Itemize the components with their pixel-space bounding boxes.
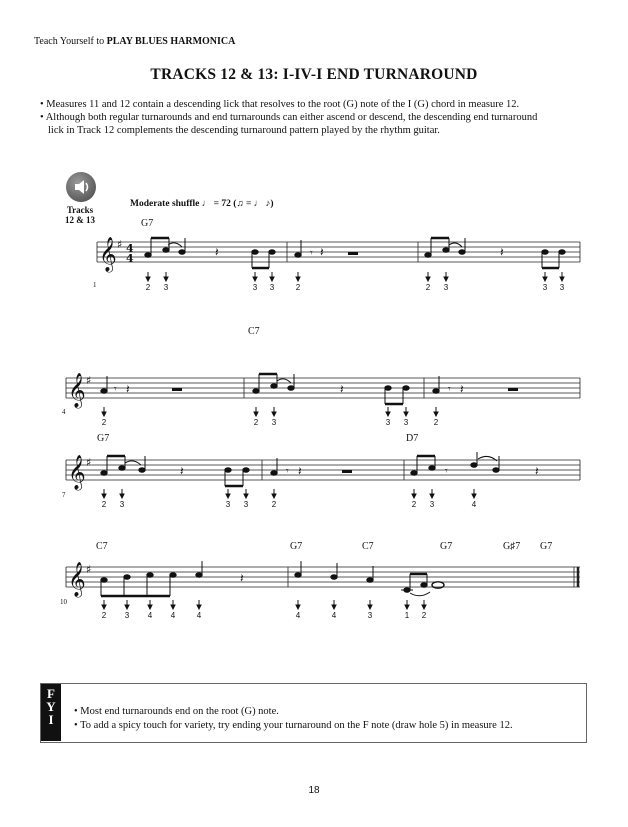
- fyi-letter: I: [48, 712, 54, 727]
- chord-s4-2: G7: [290, 541, 303, 552]
- chord-s2-1: C7: [248, 326, 260, 337]
- hole-number: 3: [403, 418, 409, 427]
- hole-number: 2: [101, 500, 107, 509]
- hole-number: 3: [385, 418, 391, 427]
- svg-text:𝄽: 𝄽: [298, 464, 302, 478]
- hole-number: 2: [421, 611, 427, 620]
- notes-system-3: [101, 452, 539, 486]
- fyi-tab: [41, 684, 61, 741]
- fyi-letter: F: [47, 686, 55, 701]
- page-title: TRACKS 12 & 13: I-IV-I END TURNAROUND: [150, 66, 478, 83]
- hole-number: 3: [119, 500, 125, 509]
- hole-number: 4: [471, 500, 477, 509]
- chord-s4-3: C7: [362, 541, 374, 552]
- chord-s4-4: G7: [440, 541, 453, 552]
- hole-number: 3: [443, 283, 449, 292]
- svg-text:𝄽: 𝄽: [240, 571, 244, 585]
- fyi-letter: Y: [46, 699, 56, 714]
- notes-system-2: [101, 374, 518, 404]
- running-head-title: PLAY BLUES HARMONICA: [106, 36, 236, 47]
- chord-s3-1: G7: [97, 433, 110, 444]
- svg-text:𝄽: 𝄽: [126, 382, 130, 396]
- svg-text:𝄽: 𝄽: [340, 382, 344, 396]
- chord-s4-6: G7: [540, 541, 553, 552]
- hole-number: 4: [331, 611, 337, 620]
- svg-text:𝄽: 𝄽: [320, 245, 324, 259]
- hole-number: 3: [271, 418, 277, 427]
- hole-number: 2: [295, 283, 301, 292]
- running-head-prefix: Teach Yourself to: [34, 36, 107, 47]
- tracks-label-line2: 12 & 13: [65, 215, 95, 225]
- measure-number-4: 4: [62, 408, 66, 416]
- svg-text:𝄾: 𝄾: [286, 466, 289, 477]
- key-sharp-2: ♯: [86, 374, 92, 387]
- bullet-1: • Measures 11 and 12 contain a descending lick that resolves to the root (G) note of the I (G) chord in measure 12.: [40, 99, 520, 110]
- svg-text:𝄾: 𝄾: [310, 248, 313, 259]
- svg-text:𝄾: 𝄾: [114, 384, 117, 395]
- hole-number: 3: [542, 283, 548, 292]
- svg-text:𝄾: 𝄾: [445, 466, 448, 477]
- tracks-label-line1: Tracks: [66, 205, 94, 215]
- key-sharp-4: ♯: [86, 563, 92, 576]
- hole-numbers: [102, 283, 565, 620]
- hole-number: 3: [243, 500, 249, 509]
- harmonica-tab: [102, 272, 564, 609]
- notes-system-4: [101, 561, 444, 596]
- fyi-line-2: • To add a spicy touch for variety, try ending your turnaround on the F note (draw hole 5) in measure 12.: [74, 720, 513, 731]
- hole-number: 3: [559, 283, 565, 292]
- tempo-marking: Moderate shuffle ♩ = 72 (♫ = ♩ ♪): [130, 199, 274, 209]
- key-sharp-3: ♯: [86, 456, 92, 469]
- hole-number: 2: [433, 418, 439, 427]
- notes-system-1: [145, 238, 565, 268]
- hole-number: 2: [271, 500, 277, 509]
- chord-s3-2: D7: [406, 433, 419, 444]
- chord-s1-1: G7: [141, 218, 154, 229]
- hole-number: 4: [295, 611, 301, 620]
- hole-number: 2: [101, 611, 107, 620]
- hole-number: 3: [252, 283, 258, 292]
- time-sig-top: 4: [126, 242, 134, 255]
- measure-number-7: 7: [62, 491, 66, 499]
- measure-numbers: [60, 281, 97, 606]
- hole-number: 3: [163, 283, 169, 292]
- fyi-line-1: • Most end turnarounds end on the root (G) note.: [74, 706, 279, 717]
- fyi-text: [74, 705, 513, 733]
- hole-number: 3: [429, 500, 435, 509]
- svg-text:𝄾: 𝄾: [448, 384, 451, 395]
- staff-2: [66, 378, 580, 398]
- svg-text:𝄽: 𝄽: [460, 382, 464, 396]
- hole-number: 3: [367, 611, 373, 620]
- hole-number: 2: [253, 418, 259, 427]
- bullet-2: • Although both regular turnarounds and end turnarounds can either ascend or descend, the descending end turnaround: [40, 112, 538, 123]
- hole-number: 2: [101, 418, 107, 427]
- page-number: 18: [308, 785, 320, 796]
- hole-number: 1: [404, 611, 410, 620]
- svg-text:𝄽: 𝄽: [535, 464, 539, 478]
- staff-4: [66, 567, 580, 587]
- hole-number: 2: [411, 500, 417, 509]
- treble-clef-4: 𝄞: [68, 562, 86, 597]
- treble-clef-1: 𝄞: [99, 237, 117, 272]
- chord-s4-1: C7: [96, 541, 108, 552]
- hole-number: 3: [225, 500, 231, 509]
- hole-number: 4: [196, 611, 202, 620]
- hole-number: 4: [147, 611, 153, 620]
- bullet-2-cont: lick in Track 12 complements the descending turnaround pattern played by the rhythm guitar.: [48, 125, 440, 136]
- hole-number: 4: [170, 611, 176, 620]
- svg-text:𝄽: 𝄽: [215, 245, 219, 259]
- hole-number: 2: [145, 283, 151, 292]
- svg-text:𝄽: 𝄽: [180, 464, 184, 478]
- time-sig-bottom: 4: [126, 252, 134, 265]
- hole-number: 3: [124, 611, 130, 620]
- key-sharp-1: ♯: [117, 238, 123, 251]
- chord-symbols: [96, 218, 552, 552]
- svg-text:𝄽: 𝄽: [500, 245, 504, 259]
- hole-number: 3: [269, 283, 275, 292]
- hole-number: 2: [425, 283, 431, 292]
- measure-number-10: 10: [60, 598, 67, 606]
- treble-clef-2: 𝄞: [68, 373, 86, 408]
- chord-s4-5: G♯7: [503, 541, 521, 552]
- measure-number-1: 1: [93, 281, 97, 289]
- treble-clef-3: 𝄞: [68, 455, 86, 490]
